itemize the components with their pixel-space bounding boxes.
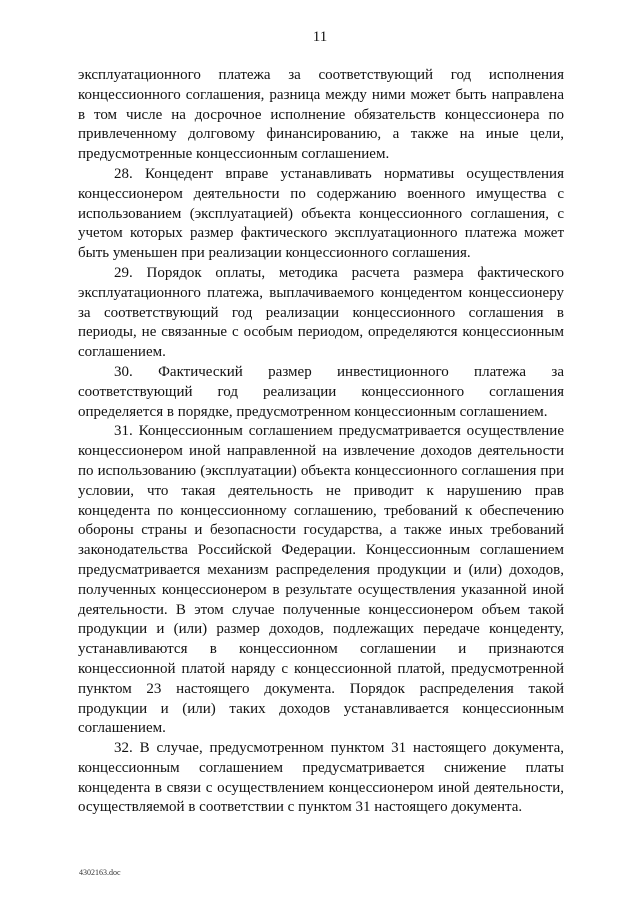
paragraph-28: 28. Концедент вправе устанавливать нормативы осуществления концессионером деятельности по содержанию военного имущества с использованием (эксплуатацией) объекта концессионного соглашения, с учетом которых размер фактического эксплуатационного платежа может быть уменьшен при реализации концессионного соглашения. (78, 165, 564, 262)
paragraph-30: 30. Фактический размер инвестиционного платежа за соответствующий год реализации концессионного соглашения определяется в порядке, предусмотренном концессионным соглашением. (78, 363, 564, 420)
paragraph-31: 31. Концессионным соглашением предусматривается осуществление концессионером иной направленной на извлечение доходов деятельности по использованию (эксплуатации) объекта концессионного соглашения при условии, что такая деятельность не приводит к нарушению прав концедента по концессионному соглашению, требований к обеспечению обороны страны и безопасности государства, а также иных требований законодательства Российской Федерации. Концессионным соглашением предусматривается механизм распределения продукции и (или) доходов, полученных концессионером в результате осуществления указанной иной деятельности. В этом случае полученные концессионером объем такой продукции и (или) размер доходов, подлежащих передаче концеденту, устанавливаются в концессионном соглашении и признаются концессионной платой наряду с концессионной платой, предусмотренной пунктом 23 настоящего документа. Порядок распределения такой продукции и (или) таких доходов устанавливается концессионным соглашением. (78, 423, 564, 737)
page-number: 11 (312, 29, 328, 45)
paragraph-continuation: эксплуатационного платежа за соответствующий год исполнения концессионного соглашения, разница между ними может быть направлена в том числе на досрочное исполнение обязательств концессионера по привлеченному долговому финансированию, а также на иные цели, предусмотренные концессионным соглашением. (78, 67, 564, 163)
paragraph-32: 32. В случае, предусмотренном пунктом 31 настоящего документа, концессионным соглашением предусматривается снижение платы концедента в связи с осуществлением концессионером иной деятельности, осуществляемой в соответствии с пунктом 31 настоящего документа. (78, 740, 564, 816)
footer-filename: 4302163.doc (79, 868, 121, 877)
paragraph-29: 29. Порядок оплаты, методика расчета размера фактического эксплуатационного платежа, выплачиваемого концедентом концессионеру за соответствующий год реализации концессионного соглашения в периоды, не связанные с особым периодом, определяются концессионным соглашением. (78, 264, 564, 361)
document-body (78, 66, 564, 818)
